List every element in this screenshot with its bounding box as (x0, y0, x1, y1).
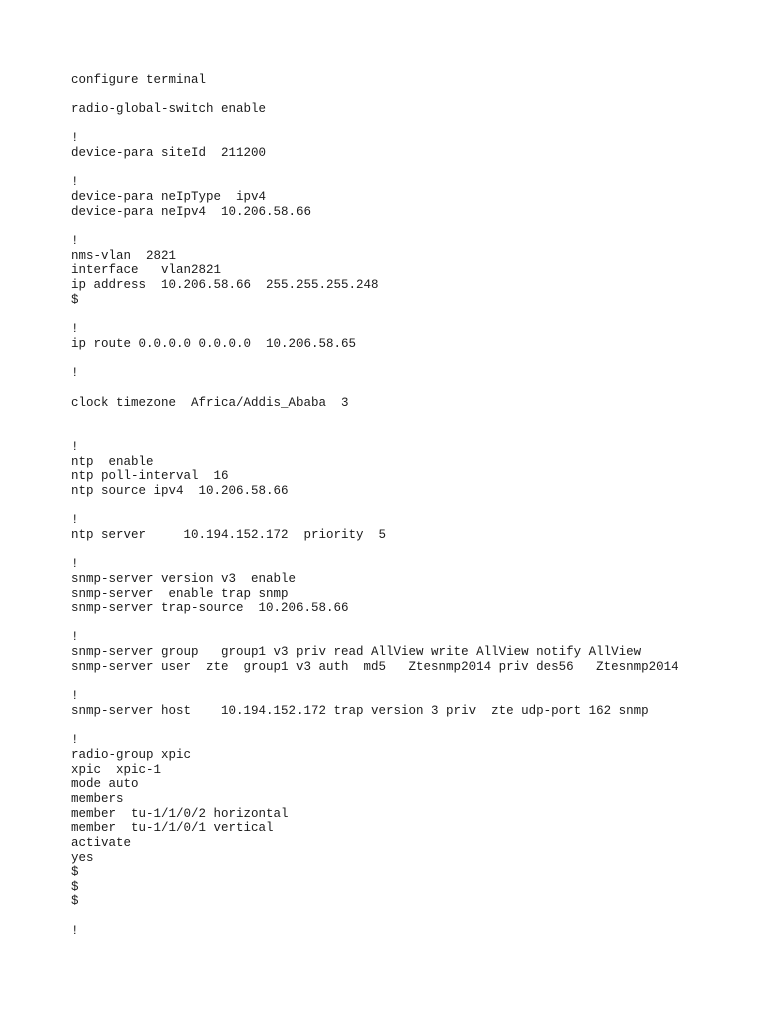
config-separator: ! (71, 733, 79, 747)
config-line: ntp poll-interval 16 (71, 469, 229, 483)
config-line: device-para siteId 211200 (71, 146, 267, 160)
config-line: ip address 10.206.58.66 255.255.255.248 (71, 278, 379, 292)
config-line: ip route 0.0.0.0 0.0.0.0 10.206.58.65 (71, 337, 357, 351)
config-line: activate (71, 836, 132, 850)
config-separator: ! (71, 366, 79, 380)
config-separator: ! (71, 175, 79, 189)
config-line: snmp-server enable trap snmp (71, 587, 289, 601)
config-line: snmp-server group group1 v3 priv read AllView write AllView notify AllView (71, 645, 642, 659)
config-line: xpic xpic-1 (71, 763, 162, 777)
config-line: ntp source ipv4 10.206.58.66 (71, 484, 289, 498)
config-separator: ! (71, 924, 79, 938)
config-line: device-para neIpv4 10.206.58.66 (71, 205, 312, 219)
config-line: configure terminal (71, 73, 207, 87)
config-line: snmp-server version v3 enable (71, 572, 297, 586)
config-line: $ (71, 880, 79, 894)
config-line: clock timezone Africa/Addis_Ababa 3 (71, 396, 349, 410)
config-separator: ! (71, 557, 79, 571)
config-line: device-para neIpType ipv4 (71, 190, 267, 204)
config-line: ntp enable (71, 455, 154, 469)
config-line: members (71, 792, 124, 806)
config-separator: ! (71, 131, 79, 145)
config-line: snmp-server user zte group1 v3 auth md5 Ztesnmp2014 priv des56 Ztesnmp2014 (71, 660, 679, 674)
config-line: yes (71, 851, 94, 865)
config-line: radio-global-switch enable (71, 102, 267, 116)
config-separator: ! (71, 234, 79, 248)
config-line: mode auto (71, 777, 139, 791)
config-line: $ (71, 894, 79, 908)
config-line: $ (71, 293, 79, 307)
config-line: ntp server 10.194.152.172 priority 5 (71, 528, 387, 542)
config-line: nms-vlan 2821 (71, 249, 177, 263)
config-line: $ (71, 865, 79, 879)
config-line: radio-group xpic (71, 748, 192, 762)
config-separator: ! (71, 630, 79, 644)
config-separator: ! (71, 513, 79, 527)
config-separator: ! (71, 440, 79, 454)
config-line: member tu-1/1/0/2 horizontal (71, 807, 289, 821)
config-line: snmp-server host 10.194.152.172 trap version 3 priv zte udp-port 162 snmp (71, 704, 649, 718)
config-separator: ! (71, 322, 79, 336)
config-line: interface vlan2821 (71, 263, 222, 277)
config-line: snmp-server trap-source 10.206.58.66 (71, 601, 349, 615)
config-line: member tu-1/1/0/1 vertical (71, 821, 274, 835)
config-separator: ! (71, 689, 79, 703)
